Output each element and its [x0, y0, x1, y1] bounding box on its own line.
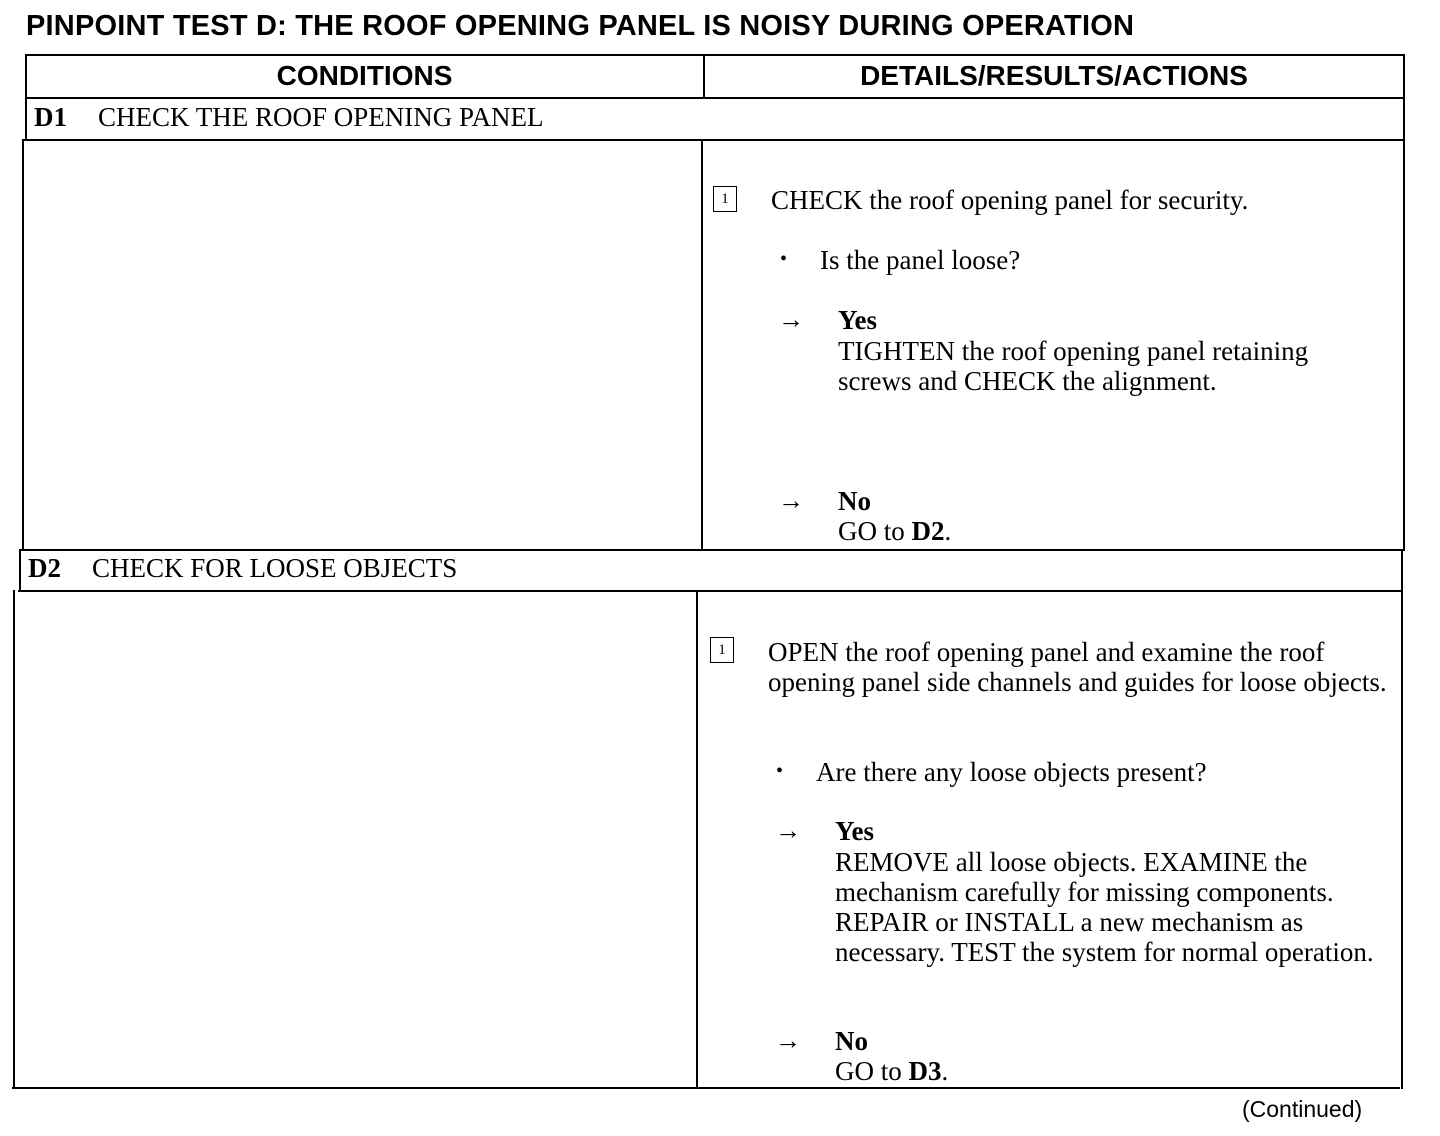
bullet-icon: •: [780, 248, 788, 270]
no-label: No: [838, 486, 871, 516]
right-arrow-icon: →: [778, 486, 804, 515]
goto-suffix: .: [941, 1056, 949, 1086]
conditions-header: CONDITIONS: [276, 60, 453, 91]
goto-prefix: GO to: [838, 516, 912, 546]
no-label: No: [835, 1026, 868, 1056]
right-arrow-icon: →: [775, 816, 801, 845]
table-right-border-lower: [1401, 549, 1403, 1089]
column-divider-d1: [701, 139, 703, 551]
no-goto-link[interactable]: [838, 516, 951, 546]
step-title: CHECK FOR LOOSE OBJECTS: [92, 553, 458, 583]
step-number-box: 1: [713, 186, 737, 212]
step-number-box: 1: [710, 637, 734, 663]
table-left-border-d1: [22, 139, 24, 551]
step-d2-heading: [28, 553, 457, 584]
table-right-border-upper: [1403, 54, 1405, 551]
step-title: CHECK THE ROOF OPENING PANEL: [98, 102, 544, 132]
continued-note: (Continued): [1242, 1096, 1363, 1122]
yes-action-text: TIGHTEN the roof opening panel retaining screws and CHECK the alignment.: [838, 336, 1309, 396]
bullet-icon: •: [776, 760, 784, 782]
goto-target: D2: [911, 516, 945, 546]
table-bottom-border: [12, 1087, 1400, 1089]
step-action-text: OPEN the roof opening panel and examine the roof opening panel side channels and guides for loose objects.: [768, 637, 1387, 697]
d1-bottom-border: [20, 549, 1403, 551]
yes-label: Yes: [838, 305, 877, 335]
step-action-text: CHECK the roof opening panel for security.: [771, 185, 1249, 215]
step-code: D2: [28, 553, 61, 583]
goto-target: D3: [908, 1056, 942, 1086]
right-arrow-icon: →: [778, 305, 804, 334]
table-top-border: [26, 54, 1405, 56]
page-title: PINPOINT TEST D: THE ROOF OPENING PANEL IS NOISY DURING OPERATION: [26, 10, 1135, 42]
no-goto-link[interactable]: [835, 1056, 948, 1086]
column-divider-d2: [696, 590, 698, 1089]
right-arrow-icon: →: [775, 1026, 801, 1055]
details-header: DETAILS/RESULTS/ACTIONS: [860, 60, 1248, 91]
step-question: Is the panel loose?: [820, 245, 1021, 275]
step-question: Are there any loose objects present?: [816, 757, 1207, 787]
table-left-border-d2-head: [19, 549, 21, 592]
yes-action-text: REMOVE all loose objects. EXAMINE the mechanism carefully for missing components. REPAIR or INSTALL a new mechanism as necessary. TEST the system for normal operation.: [835, 847, 1374, 967]
header-divider: [26, 97, 1405, 99]
step-code: D1: [34, 102, 67, 132]
d2-heading-divider: [18, 590, 1403, 592]
goto-prefix: GO to: [835, 1056, 909, 1086]
d1-heading-divider: [24, 139, 1405, 141]
step-d1-heading: [34, 102, 544, 133]
table-left-border-d2: [13, 590, 15, 1089]
yes-label: Yes: [835, 816, 874, 846]
goto-suffix: .: [944, 516, 952, 546]
